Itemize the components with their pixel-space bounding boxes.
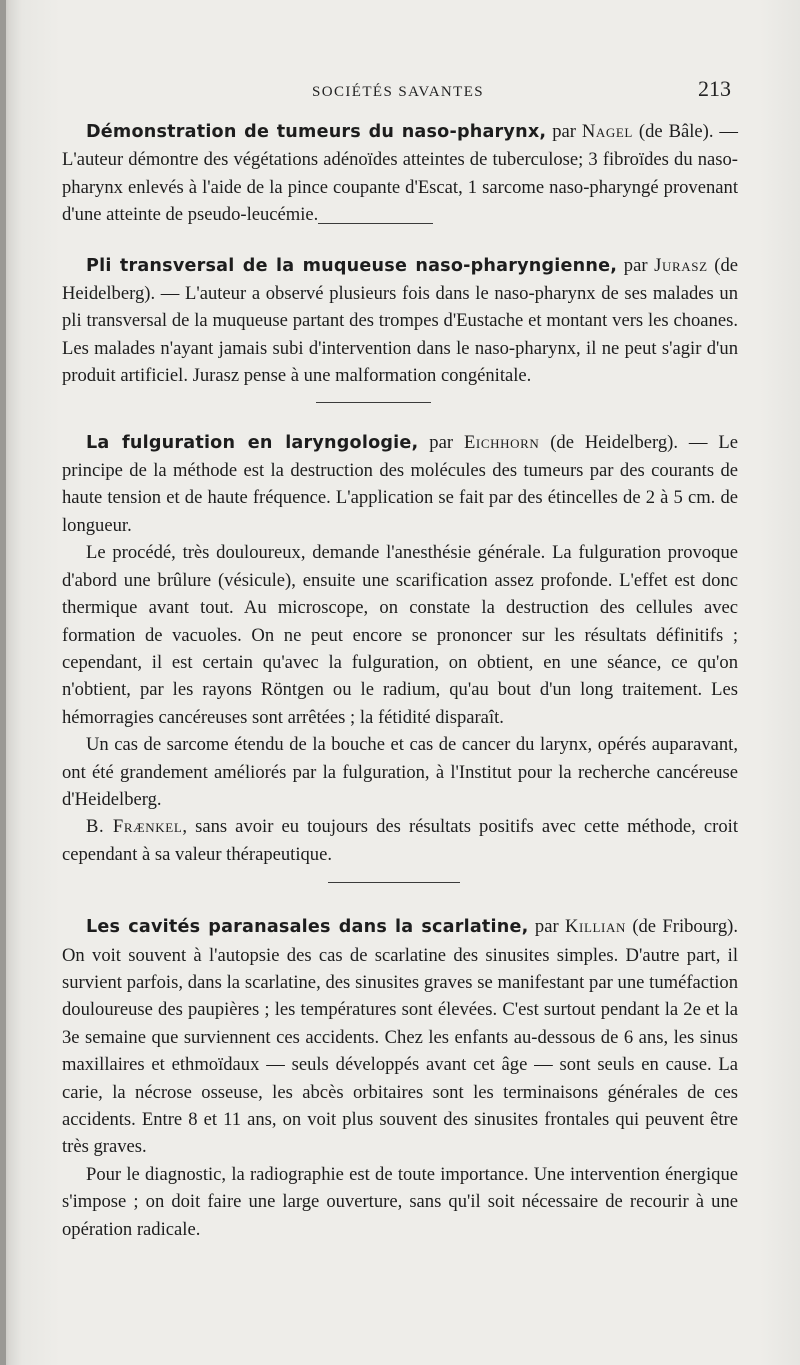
paragraph-text: (de Bâle). — L'auteur démontre des végétations adénoïdes atteintes de tuberculose; 3 fibroïdes du naso-pharynx enlevés à l'aide de la pince coupante d'Escat, 1 sarcome naso-pharyngé provenant d'une atteinte de pseudo-leucémie. [62, 121, 739, 226]
paragraph [62, 913, 738, 1161]
page-content [62, 118, 738, 1243]
running-title: SOCIÉTÉS SAVANTES [312, 84, 485, 100]
by-word: par [528, 916, 565, 938]
paragraph [62, 118, 738, 229]
section-killian [62, 913, 738, 1243]
section-jurasz [62, 252, 738, 390]
section-title: Démonstration de tumeurs du naso-pharynx, [86, 122, 547, 142]
by-word: par [418, 431, 464, 453]
section-nagel [62, 118, 738, 229]
paragraph-text: (de Fribourg). On voit souvent à l'autopsie des cas de scarlatine des sinusites simples. D'autre part, il survient parfois, dans la scarlatine, des sinusites graves se manifestant par une tuméfaction douloureuse des paupières ; les températures sont élevées. C'est surtout pendant la 2e et la 3e semaine que surviennent ces accidents. Chez les enfants au-dessous de 6 ans, les sinus maxillaires et ethmoïdaux — seuls développés avant cet âge — sont seuls en cause. La carie, la nécrose osseuse, les abcès orbitaires sont les terminaisons générales de ces accidents. Entre 8 et 11 ans, on voit plus souvent des sinusites frontales qui peuvent être très graves. [62, 916, 739, 1158]
paragraph: Le procédé, très douloureux, demande l'anesthésie générale. La fulguration provoque d'abord une brûlure (vésicule), ensuite une scarification assez profonde. L'effet est donc thermique avant tout. Au microscope, on constate la destruction des cellules avec formation de vacuoles. On ne peut encore se prononcer sur les résultats définitifs ; cependant, il est certain qu'avec la fulguration, on obtient, en une séance, ce qu'on n'obtient, par les rayons Röntgen ou le radium, qu'au bout d'un long traitement. Les hémorragies cancéreuses sont arrêtées ; la fétidité disparaît. [62, 542, 738, 728]
paragraph-text: (de Heidelberg). — Le principe de la méthode est la destruction des molécules des tumeurs par des courants de haute tension et de haute fréquence. L'application se fait par des étincelles de 2 à 5 cm. de longueur. [62, 431, 738, 536]
author-name: Killian [565, 916, 626, 938]
page-edge-shadow [0, 0, 6, 1365]
section-eichhorn [62, 429, 738, 869]
section-divider [318, 223, 433, 224]
paragraph [62, 252, 738, 390]
paragraph [62, 813, 738, 868]
author-name: Nagel [581, 121, 633, 142]
section-title: Les cavités paranasales dans la scarlatine, [86, 917, 529, 938]
section-title: Pli transversal de la muqueuse naso-pharyngienne, [86, 255, 618, 276]
paragraph-text: (de Heidelberg). — L'auteur a observé plusieurs fois dans le naso-pharynx de ses malades un pli transversal de la muqueuse partant des trompes d'Eustache et montant vers les choanes. Les malades n'ayant jamais subi d'intervention dans le naso-pharynx, il ne peut s'agir d'un produit artificiel. Jurasz pense à une malformation congénitale. [62, 254, 738, 387]
paragraph [62, 429, 738, 540]
paragraph: Un cas de sarcome étendu de la bouche et cas de cancer du larynx, opérés auparavant, ont été grandement améliorés par la fulguration, à l'Institut pour la recherche cancéreuse d'Heidelberg. [62, 734, 738, 810]
author-name: Eichhorn [463, 431, 540, 453]
by-word: par [617, 254, 655, 276]
page-header [0, 76, 800, 108]
author-name: B. Frænkel [86, 816, 183, 838]
by-word: par [546, 121, 582, 142]
paragraph-text: , sans avoir eu toujours des résultats positifs avec cette méthode, croit cependant à sa valeur thérapeutique. [62, 816, 738, 865]
author-name: Jurasz [654, 254, 708, 276]
paragraph: Pour le diagnostic, la radiographie est de toute importance. Une intervention énergique s'impose ; on doit faire une large ouverture, sans qu'il soit nécessaire de recourir à une opération radicale. [62, 1163, 738, 1240]
page-number: 213 [698, 76, 731, 101]
section-title: La fulguration en laryngologie, [86, 432, 419, 453]
